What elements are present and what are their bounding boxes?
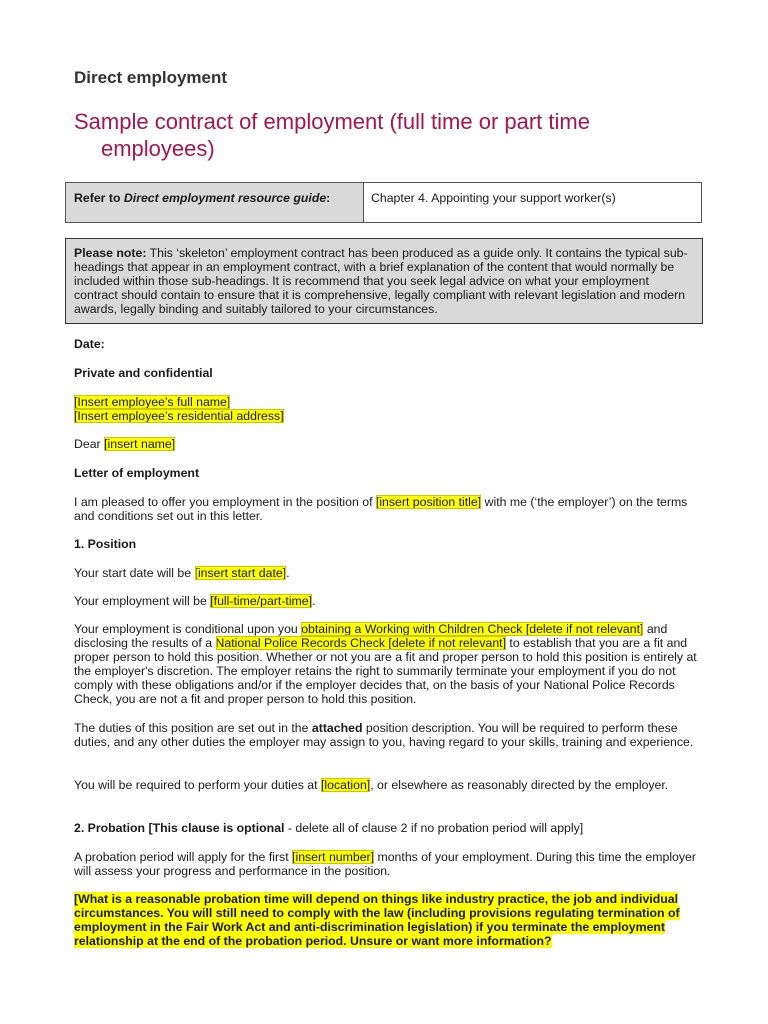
position-heading: 1. Position <box>74 537 137 551</box>
document-title <box>74 108 714 162</box>
duties-text-2: position description. You will be required to perform these duties, and any other duties the employer may assign to you, having regard to your skills, training and experience. <box>74 721 694 749</box>
reference-chapter-cell: Chapter 4. Appointing your support worker(s) <box>371 191 616 205</box>
employee-details <box>74 395 699 423</box>
note-text: This ‘skeleton’ employment contract has been produced as a guide only. It contains the typical sub-headings that appear in an employment contract, with a brief explanation of the content that would normally be included within those sub-headings. It is recommend that you seek legal advice on what your employment contract should contain to ensure that it is comprehensive, legally compliant with relevant legislation and modern awards, legally binding and suitably tailored to your circumstances. <box>74 246 688 316</box>
employment-type-text: Your employment will be <box>74 594 211 608</box>
employee-name-placeholder: [Insert employee’s full name] <box>74 395 231 409</box>
employee-address-placeholder: [Insert employee’s residential address] <box>74 409 284 423</box>
date-label: Date: <box>74 337 105 351</box>
probation-heading <box>74 821 699 835</box>
location-paragraph <box>74 778 699 792</box>
start-date-text: Your start date will be <box>74 566 195 580</box>
employment-type-placeholder: [full-time/part-time] <box>210 594 313 608</box>
probation-heading-bold: 2. Probation [This clause is optional <box>74 821 285 835</box>
offer-text-1: I am pleased to offer you employment in the position of <box>74 495 376 509</box>
probation-guidance-text: [What is a reasonable probation time will depend on things like industry practice, the job and individual circumstances. You will still need to comply with the law (including provisions regulating termination of employment in the Fair Work Act and anti-discrimination legislation) if you terminate the employment relationship at the end of the probation period. Unsure or want more information? <box>74 892 680 948</box>
start-date-suffix: . <box>286 566 290 580</box>
start-date-paragraph <box>74 566 699 580</box>
resource-guide-title: Direct employment resource guide <box>123 191 327 205</box>
probation-guidance-note <box>74 892 699 948</box>
probation-months-placeholder: [insert number] <box>292 850 375 864</box>
salutation <box>74 437 699 451</box>
reference-label-cell <box>66 183 364 222</box>
section-heading: Direct employment <box>74 68 228 87</box>
title-line-1: Sample contract of employment (full time or part time <box>74 109 590 134</box>
probation-paragraph <box>74 850 699 878</box>
wwcc-placeholder: obtaining a Working with Children Check [delete if not relevant] <box>301 622 644 636</box>
probation-text-2: months of your employment. During this time the employer will assess your progress and performance in the position. <box>74 850 696 878</box>
location-text-2: , or elsewhere as reasonably directed by the employer. <box>370 778 669 792</box>
duties-attached: attached <box>311 721 363 735</box>
reference-table <box>65 182 702 223</box>
title-line-2: employees) <box>101 136 215 161</box>
please-note-box <box>65 238 703 324</box>
conditional-text-1: Your employment is conditional upon you <box>74 622 302 636</box>
probation-heading-rest: - delete all of clause 2 if no probation period will apply] <box>284 821 584 835</box>
employment-type-suffix: . <box>312 594 316 608</box>
location-text-1: You will be required to perform your duties at <box>74 778 321 792</box>
offer-text-2: with me (‘the employer’) on the terms and conditions set out in this letter. <box>74 495 688 523</box>
position-title-placeholder: [insert position title] <box>375 495 482 509</box>
duties-text-1: The duties of this position are set out in the <box>74 721 312 735</box>
reference-prefix: Refer to <box>74 191 124 205</box>
start-date-placeholder: [insert start date] <box>194 566 287 580</box>
conditional-paragraph <box>74 622 699 706</box>
reference-suffix: : <box>326 191 331 205</box>
probation-text-1: A probation period will apply for the first <box>74 850 293 864</box>
location-placeholder: [location] <box>320 778 371 792</box>
employment-type-paragraph <box>74 594 699 608</box>
offer-paragraph <box>74 495 699 523</box>
conditional-text-3: to establish that you are a fit and proper person to hold this position. Whether or not you are a fit and proper person to hold this position is entirely at the employer's discretion. The employer retains the right to summarily terminate your employment if you do not comply with these obligations and/or if the employer decides that, on the basis of your National Police Records Check, you are not a fit and proper person to hold this position. <box>74 636 697 706</box>
police-check-placeholder: National Police Records Check [delete if not relevant] <box>215 636 506 650</box>
conditional-text-2: and disclosing the results of a <box>74 622 668 650</box>
salutation-prefix: Dear <box>74 437 105 451</box>
name-placeholder: [insert name] <box>104 437 176 451</box>
duties-paragraph <box>74 721 699 749</box>
note-label: Please note: <box>74 246 147 260</box>
letter-heading: Letter of employment <box>74 466 200 480</box>
private-confidential-label: Private and confidential <box>74 366 213 380</box>
